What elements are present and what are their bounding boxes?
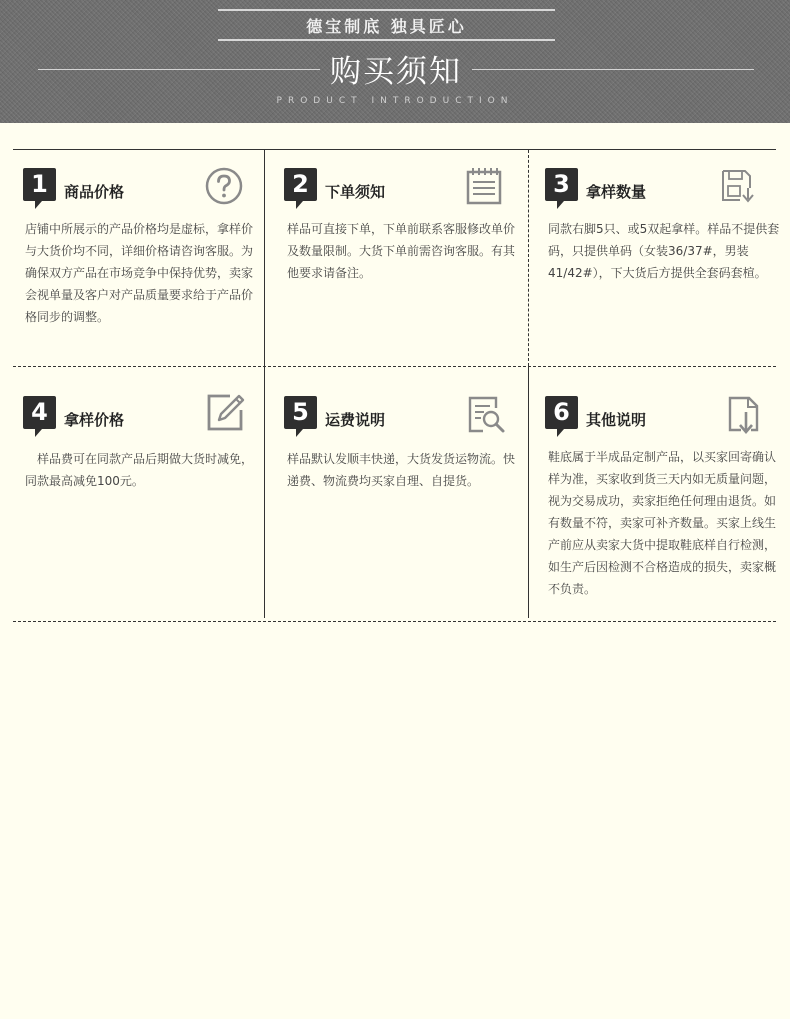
card-description: 同款右脚5只、或5双起拿样。样品不提供套码，只提供单码（女装36/37#，男装41/42#），下大货后方提供全套码套楦。: [548, 222, 780, 280]
card-title: 商品价格: [64, 183, 125, 201]
card-description: 样品可直接下单，下单前联系客服修改单价及数量限制。大货下单前需咨询客服。有其他要求请备注。: [287, 222, 516, 280]
card-description: 样品费可在同款产品后期做大货时减免，同款最高减免100元。: [25, 452, 254, 488]
card-title: 拿样数量: [586, 183, 647, 201]
page-subtitle: PRODUCT INTRODUCTION: [276, 96, 514, 106]
save-download-icon: [720, 168, 760, 208]
card-title: 下单须知: [325, 183, 386, 201]
grid-column-divider: [528, 367, 529, 618]
card-description: 样品默认发顺丰快递，大货发货运物流。快递费、物流费均买家自理、自提货。: [287, 452, 516, 488]
question-icon: [204, 166, 244, 206]
header-banner: [0, 0, 790, 123]
slogan-frame: [218, 9, 555, 41]
notepad-icon: [464, 166, 504, 206]
title-divider-left: [38, 69, 320, 70]
card-description: 鞋底属于半成品定制产品，以买家回寄确认样为准，买家收到货三天内如无质量问题，视为交易成功，卖家拒绝任何理由退货。如有数量不符，卖家可补齐数量。买家上线生产前应从卖家大货中提取鞋底样自行检测，如生产后因检测不合格造成的损失，卖家概不负责。: [548, 450, 777, 596]
card-description: 店铺中所展示的产品价格均是虚标，拿样价与大货价均不同，详细价格请咨询客服。为确保双方产品在市场竞争中保持优势，卖家会视单量及客户对产品质量要求给于产品价格同步的调整。: [25, 222, 254, 324]
card-title: 其他说明: [586, 411, 647, 429]
card-number-badge: 2: [284, 168, 317, 201]
card-title: 拿样价格: [64, 411, 125, 429]
document-search-icon: [466, 395, 506, 435]
grid-column-divider: [264, 367, 265, 618]
card-number-badge: 5: [284, 396, 317, 429]
title-divider-right: [472, 69, 754, 70]
grid-middle-divider: [13, 366, 776, 367]
grid-top-border: [13, 149, 776, 150]
grid-column-divider: [264, 150, 265, 366]
grid-bottom-border: [13, 621, 776, 622]
card-number-badge: 3: [545, 168, 578, 201]
card-title: 运费说明: [325, 411, 386, 429]
page-title: 购买须知: [330, 54, 462, 90]
card-number-badge: 1: [23, 168, 56, 201]
edit-icon: [206, 393, 246, 433]
card-number-badge: 4: [23, 396, 56, 429]
file-download-icon: [726, 395, 766, 435]
brand-slogan: 德宝制底 独具匠心: [306, 17, 467, 36]
grid-column-divider: [528, 150, 529, 366]
card-number-badge: 6: [545, 396, 578, 429]
